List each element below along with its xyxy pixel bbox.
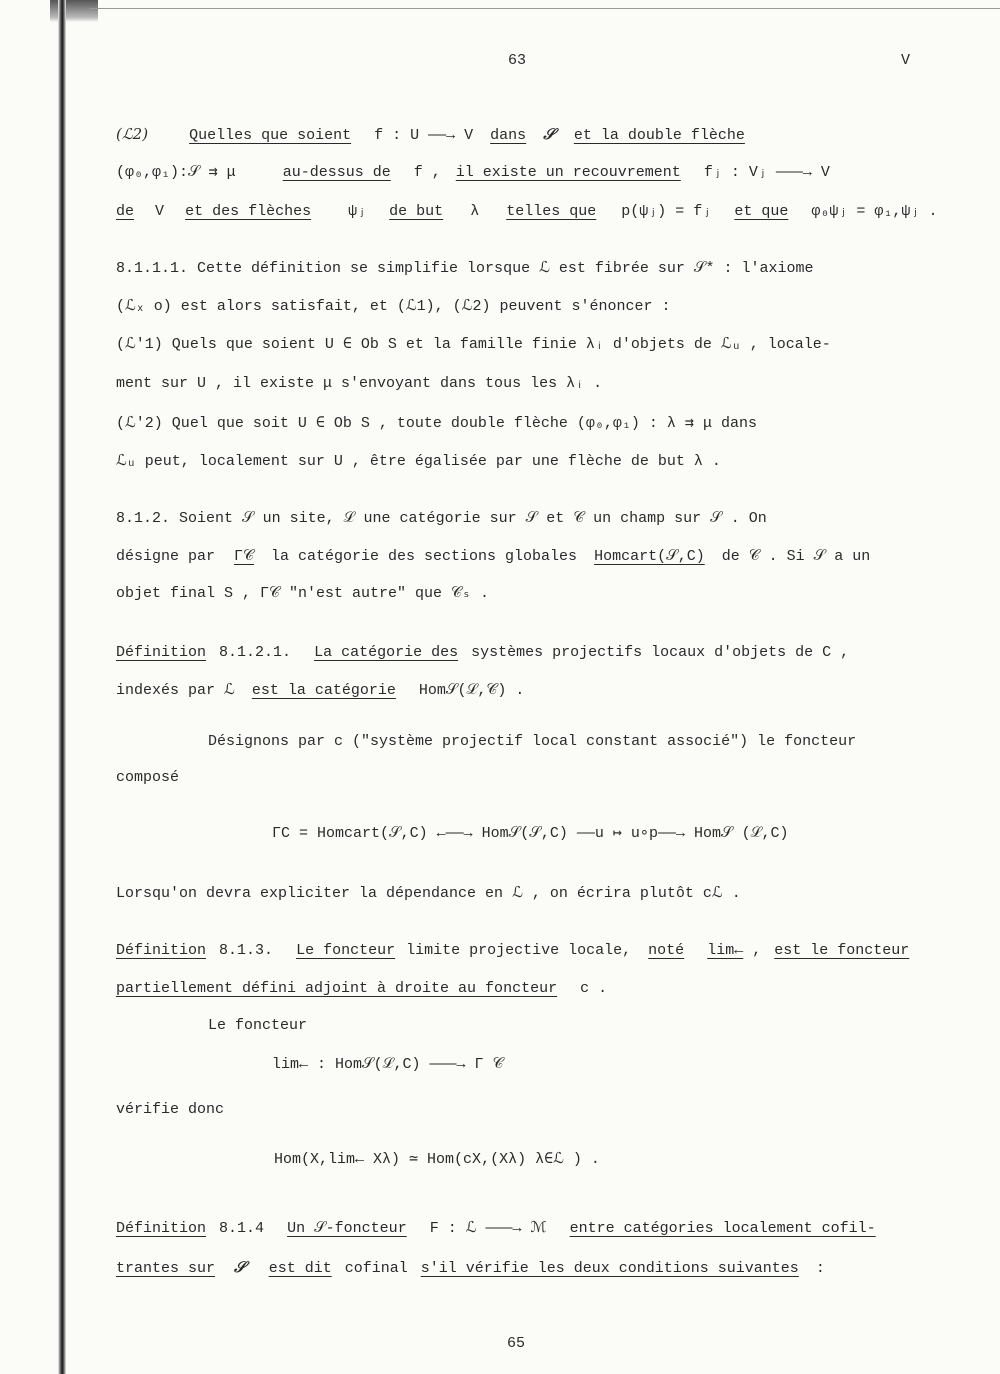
header-chapter: V bbox=[901, 52, 911, 69]
line-11: désigne par Γ𝒞 la catégorie des sections globales Homcart(𝒮,C) de 𝒞 . Si 𝒮 a un bbox=[116, 548, 871, 565]
line-2: (φ₀,φ₁):𝒮 ⇉ μ au-dessus de f , il existe un recouvrement fⱼ : Vⱼ ———→ V bbox=[116, 164, 830, 181]
line-15: Désignons par c ("système projectif local constant associé") le foncteur bbox=[208, 733, 857, 750]
line-5: (ℒₓ o) est alors satisfait, et (ℒ1), (ℒ2) peuvent s'énoncer : bbox=[116, 298, 671, 315]
line-23: vérifie donc bbox=[116, 1101, 225, 1118]
paragraph-8-1-2: 8.1.2. Soient 𝒮 un site, ℒ une catégorie sur 𝒮 et 𝒞 un champ sur 𝒮 . On bbox=[116, 510, 767, 527]
line-12: objet final S , Γ𝒞 "n'est autre" que 𝒞ₛ . bbox=[116, 585, 489, 602]
line-20: partiellement défini adjoint à droite au foncteur c . bbox=[116, 980, 608, 997]
axiom-L-prime-2: (ℒ'2) Quel que soit U ∈ Ob S , toute double flèche (φ₀,φ₁) : λ ⇉ μ dans bbox=[116, 415, 757, 432]
footer-page-number: 65 bbox=[507, 1335, 526, 1352]
definition-8-1-3: Définition 8.1.3. Le foncteur limite projective locale, noté lim← , est le foncteur bbox=[116, 942, 910, 959]
header-page-number: 63 bbox=[508, 52, 527, 69]
line-26: trantes sur 𝒮 est dit cofinal s'il vérifie les deux conditions suivantes : bbox=[116, 1258, 825, 1277]
axiom-tag: (ℒ2) bbox=[116, 125, 149, 143]
line-16: composé bbox=[116, 769, 180, 786]
adjunction-formula: Hom(X,lim← Xλ) ≃ Hom(cX,(Xλ) λ∈ℒ ) . bbox=[274, 1151, 600, 1168]
paragraph-8-1-1-1: 8.1.1.1. Cette définition se simplifie lorsque ℒ est fibrée sur 𝒮* : l'axiome bbox=[116, 260, 814, 277]
definition-8-1-2-1: Définition 8.1.2.1. La catégorie des systèmes projectifs locaux d'objets de C , bbox=[116, 644, 850, 661]
line-1: (ℒ2) Quelles que soient f : U ——→ V dans 𝒮 et la double flèche bbox=[116, 125, 745, 144]
line-9: ℒᵤ peut, localement sur U , être égalisée par une flèche de but λ . bbox=[116, 453, 721, 470]
binding-edge bbox=[58, 0, 66, 1374]
line-18: Lorsqu'on devra expliciter la dépendance en ℒ , on écrira plutôt cℒ . bbox=[116, 885, 741, 902]
composite-functor-diagram: ΓC = Homcart(𝒮,C) ←——→ Hom𝒮(𝒮,C) ——u ↦ u∘p——→ Hom𝒮 (ℒ,C) bbox=[272, 825, 789, 842]
axiom-L-prime-1: (ℒ'1) Quels que soient U ∈ Ob S et la famille finie λᵢ d'objets de ℒᵤ , locale- bbox=[116, 336, 831, 353]
lim-functor-formula: lim← : Hom𝒮(ℒ,C) ———→ Γ 𝒞 bbox=[272, 1056, 504, 1073]
line-3: de V et des flèches ψⱼ de but λ telles que p(ψⱼ) = fⱼ et que φ₀ψⱼ = φ₁,ψⱼ . bbox=[116, 203, 938, 220]
definition-8-1-4: Définition 8.1.4 Un 𝒮-foncteur F : ℒ ———→ ℳ entre catégories localement cofil- bbox=[116, 1220, 876, 1237]
line-21: Le foncteur bbox=[208, 1017, 308, 1034]
line-7: ment sur U , il existe μ s'envoyant dans tous les λᵢ . bbox=[116, 375, 603, 392]
line-14: indexés par ℒ est la catégorie Hom𝒮(ℒ,𝒞) . bbox=[116, 682, 525, 699]
page-edge-line bbox=[90, 8, 1000, 9]
